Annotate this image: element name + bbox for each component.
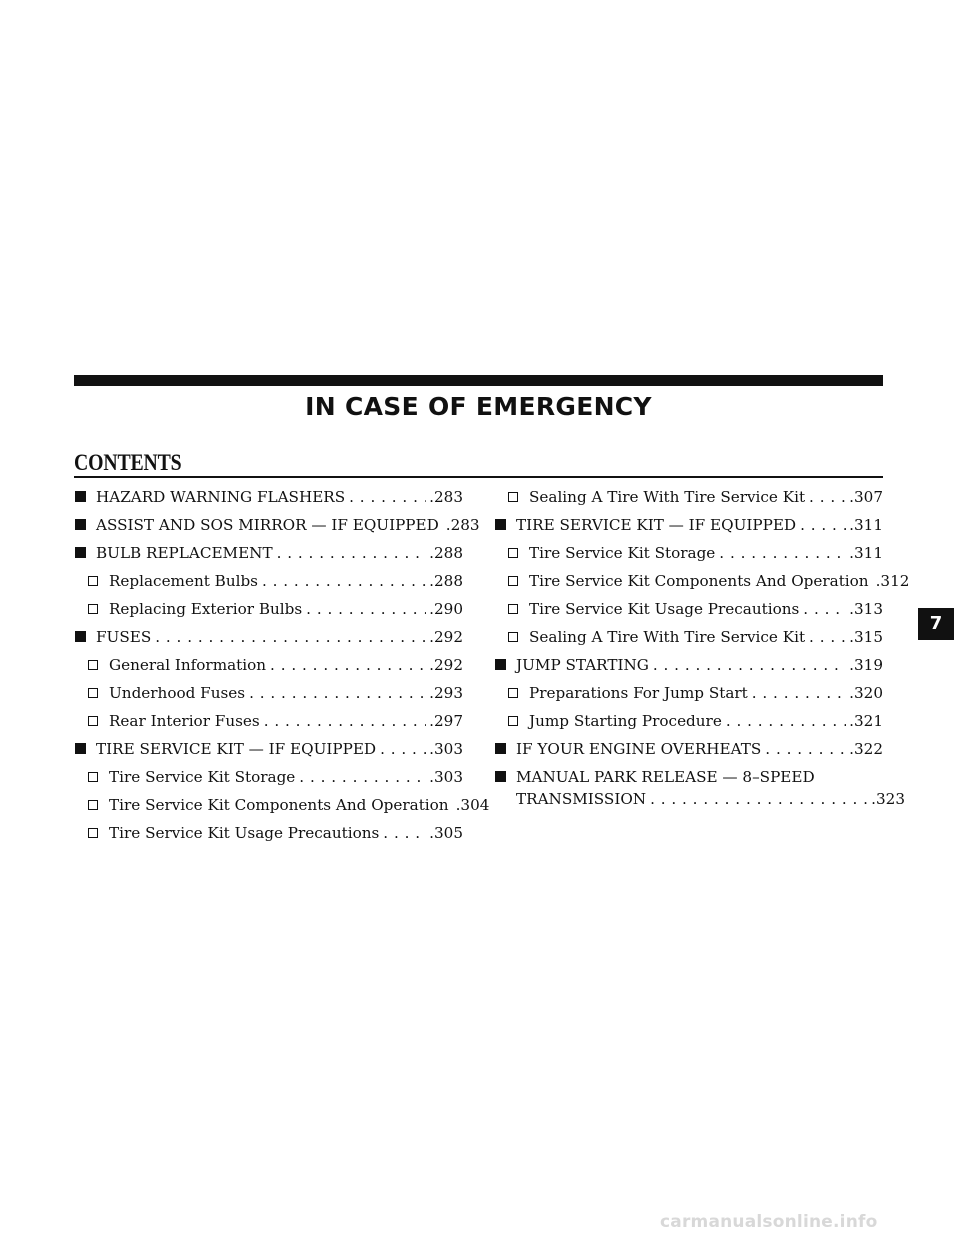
watermark: carmanualsonline.info <box>660 1212 878 1232</box>
toc-entry-label: Tire Service Kit Usage Precautions <box>109 824 380 842</box>
hollow-square-bullet-icon <box>494 483 529 511</box>
hollow-square-bullet-icon <box>74 819 109 847</box>
toc-entry-label: ASSIST AND SOS MIRROR — IF EQUIPPED <box>96 516 439 534</box>
toc-entry[interactable] <box>74 595 463 623</box>
hollow-square-bullet-icon <box>494 623 529 651</box>
toc-entry-label: Tire Service Kit Storage <box>109 768 296 786</box>
toc-entry[interactable] <box>74 791 490 819</box>
toc-entry-page: .283 <box>429 488 463 506</box>
dot-leader <box>803 595 846 623</box>
toc-entry[interactable] <box>74 567 463 595</box>
toc-entry-label: BULB REPLACEMENT <box>96 544 273 562</box>
toc-entry-page: .303 <box>429 740 463 758</box>
toc-entry-page: .288 <box>429 572 463 590</box>
toc-entry-page: .321 <box>849 712 883 730</box>
toc-entry-label: HAZARD WARNING FLASHERS <box>96 488 346 506</box>
toc-entry[interactable] <box>74 539 463 567</box>
toc-entry-page: .305 <box>429 824 463 842</box>
hollow-square-bullet-icon <box>74 567 109 595</box>
square-bullet-icon <box>74 539 96 567</box>
dot-leader <box>299 763 426 791</box>
hollow-square-bullet-icon <box>494 707 529 735</box>
toc-entry[interactable] <box>494 623 883 651</box>
dot-leader <box>383 819 426 847</box>
dot-leader <box>809 623 846 651</box>
toc-entry[interactable] <box>74 735 463 763</box>
toc-entry-label: FUSES <box>96 628 152 646</box>
toc-entry-label: Tire Service Kit Components And Operation <box>109 796 449 814</box>
toc-entry[interactable] <box>494 511 883 539</box>
toc-entry[interactable] <box>494 483 883 511</box>
hollow-square-bullet-icon <box>74 763 109 791</box>
toc-entry[interactable] <box>494 707 883 735</box>
toc-entry[interactable] <box>494 567 910 595</box>
square-bullet-icon <box>494 511 516 539</box>
contents-heading: CONTENTS <box>74 450 182 475</box>
toc-entry-label: Replacing Exterior Bulbs <box>109 600 303 618</box>
toc-entry-page: .290 <box>429 600 463 618</box>
toc-entry[interactable] <box>494 679 883 707</box>
dot-leader <box>380 735 426 763</box>
square-bullet-icon <box>494 763 516 791</box>
toc-entry[interactable] <box>494 735 883 763</box>
toc-entry-label: IF YOUR ENGINE OVERHEATS <box>516 740 762 758</box>
toc-entry-label: Jump Starting Procedure <box>529 712 722 730</box>
square-bullet-icon <box>74 483 96 511</box>
toc-entry[interactable] <box>74 651 463 679</box>
square-bullet-icon <box>74 735 96 763</box>
toc-entry-page: .304 <box>455 796 490 814</box>
dot-leader <box>800 511 846 539</box>
dot-leader <box>653 651 846 679</box>
toc-entry[interactable] <box>494 595 883 623</box>
toc-entry[interactable] <box>74 763 463 791</box>
toc-entry-label: Replacement Bulbs <box>109 572 258 590</box>
chapter-title: IN CASE OF EMERGENCY <box>305 392 652 421</box>
hollow-square-bullet-icon <box>74 651 109 679</box>
dot-leader <box>155 623 426 651</box>
toc-entry-label: Tire Service Kit Components And Operation <box>529 572 869 590</box>
chapter-tab: 7 <box>918 608 954 640</box>
toc-entry-page: .307 <box>849 488 883 506</box>
toc-entry-page: .320 <box>849 684 883 702</box>
hollow-square-bullet-icon <box>74 679 109 707</box>
toc-entry-page: .288 <box>429 544 463 562</box>
toc-entry-page: .292 <box>429 628 463 646</box>
square-bullet-icon <box>494 735 516 763</box>
toc-entry-label: Sealing A Tire With Tire Service Kit <box>529 628 806 646</box>
toc-entry[interactable] <box>74 623 463 651</box>
dot-leader <box>264 707 426 735</box>
square-bullet-icon <box>74 623 96 651</box>
toc-entry-label: TRANSMISSION <box>516 790 647 808</box>
toc-entry[interactable] <box>74 511 480 539</box>
dot-leader <box>809 483 846 511</box>
toc-left-column <box>74 483 490 847</box>
toc-entry-page: .293 <box>429 684 463 702</box>
toc-entry-label: Rear Interior Fuses <box>109 712 260 730</box>
header-rule <box>74 375 883 386</box>
hollow-square-bullet-icon <box>74 707 109 735</box>
toc-entry[interactable] <box>74 707 463 735</box>
toc-entry[interactable] <box>74 679 463 707</box>
toc-entry-label: Underhood Fuses <box>109 684 246 702</box>
dot-leader <box>262 567 426 595</box>
dot-leader <box>719 539 846 567</box>
dot-leader <box>765 735 846 763</box>
toc-entry-label: Preparations For Jump Start <box>529 684 748 702</box>
hollow-square-bullet-icon <box>74 595 109 623</box>
toc-entry-label: JUMP STARTING <box>516 656 649 674</box>
contents-rule <box>74 476 883 478</box>
toc-entry-label: Sealing A Tire With Tire Service Kit <box>529 488 806 506</box>
toc-entry-page: .315 <box>849 628 883 646</box>
square-bullet-icon <box>494 651 516 679</box>
toc-entry[interactable] <box>494 763 905 811</box>
toc-entry-page: .292 <box>429 656 463 674</box>
hollow-square-bullet-icon <box>494 539 529 567</box>
toc-entry-page: .311 <box>849 516 883 534</box>
dot-leader <box>752 679 846 707</box>
toc-entry-page: .311 <box>849 544 883 562</box>
toc-entry-label: Tire Service Kit Usage Precautions <box>529 600 800 618</box>
hollow-square-bullet-icon <box>494 679 529 707</box>
toc-entry[interactable] <box>74 483 463 511</box>
toc-entry-page: .313 <box>849 600 883 618</box>
dot-leader <box>650 788 868 810</box>
toc-entry[interactable] <box>74 819 463 847</box>
toc-entry-page: .323 <box>871 790 905 808</box>
toc-entry-page: .312 <box>875 572 910 590</box>
toc-entry-page: .283 <box>445 516 480 534</box>
hollow-square-bullet-icon <box>74 791 109 819</box>
dot-leader <box>249 679 426 707</box>
toc-entry-label: MANUAL PARK RELEASE — 8–SPEED <box>516 768 815 786</box>
toc-entry-page: .297 <box>429 712 463 730</box>
toc-entry[interactable] <box>494 651 883 679</box>
toc-right-column <box>494 483 910 811</box>
toc-entry[interactable] <box>494 539 883 567</box>
toc-entry-page: .319 <box>849 656 883 674</box>
dot-leader <box>306 595 426 623</box>
dot-leader <box>349 483 426 511</box>
dot-leader <box>277 539 427 567</box>
toc-entry-label: General Information <box>109 656 267 674</box>
toc-entry-page: .303 <box>429 768 463 786</box>
dot-leader <box>726 707 846 735</box>
square-bullet-icon <box>74 511 96 539</box>
toc-entry-page: .322 <box>849 740 883 758</box>
toc-entry-label: Tire Service Kit Storage <box>529 544 716 562</box>
toc-entry-label: TIRE SERVICE KIT — IF EQUIPPED <box>516 516 797 534</box>
dot-leader <box>270 651 426 679</box>
toc-entry-label: TIRE SERVICE KIT — IF EQUIPPED <box>96 740 377 758</box>
hollow-square-bullet-icon <box>494 567 529 595</box>
hollow-square-bullet-icon <box>494 595 529 623</box>
